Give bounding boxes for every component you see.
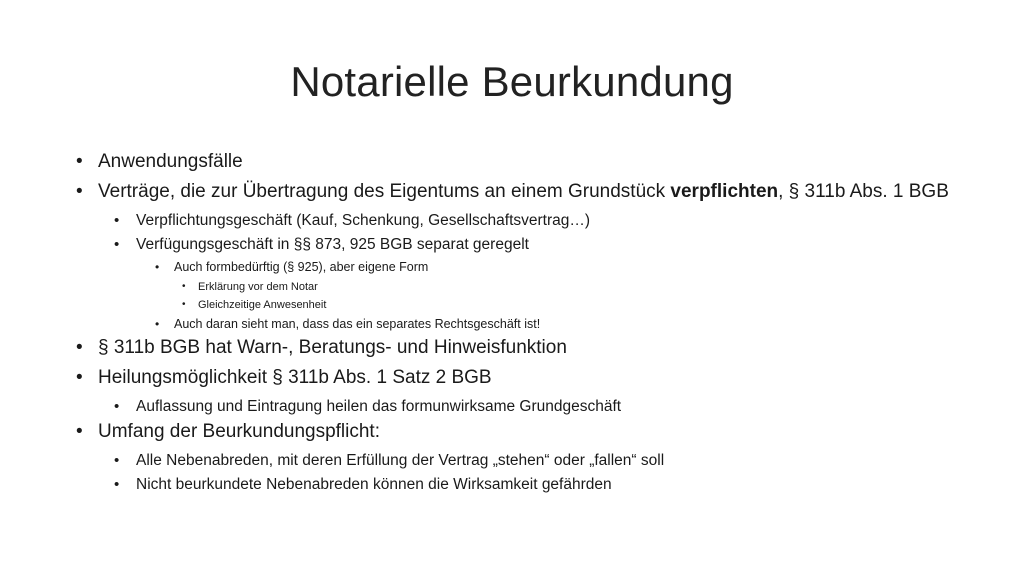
list-item [72,317,952,331]
bullet-text: Auflassung und Eintragung heilen das formunwirksame Grundgeschäft [136,398,622,415]
bullet-text: Verfügungsgeschäft in §§ 873, 925 BGB separat geregelt [136,236,529,253]
bullet-text: Nicht beurkundete Nebenabreden können die Wirksamkeit gefährden [136,476,612,493]
list-item [72,476,952,493]
list-item [72,398,952,415]
slide-title: Notarielle Beurkundung [290,58,734,105]
list-item [72,422,952,441]
bullet-icon: • [76,367,83,388]
bullet-text-part: Verträge, die zur Übertragung des Eigentums an einem Grundstück [98,181,671,202]
bullet-text: Gleichzeitige Anwesenheit [198,299,327,311]
bullet-text: Umfang der Beurkundungspflicht: [98,421,380,442]
list-item [72,368,952,387]
list-item [72,236,952,253]
list-item [72,260,952,274]
list-item [72,152,952,171]
bullet-icon: • [114,212,120,229]
bullet-list [72,152,952,500]
bullet-icon: • [114,236,120,253]
bullet-icon: • [114,476,120,493]
bullet-text [98,182,952,201]
bullet-text: Verpflichtungsgeschäft (Kauf, Schenkung, Gesellschaftsvertrag…) [136,212,591,229]
bullet-icon: • [182,281,186,292]
bullet-text: Erklärung vor dem Notar [198,281,318,293]
bullet-text: Anwendungsfälle [98,151,243,172]
list-item [72,182,952,201]
bullet-icon: • [76,151,83,172]
bullet-icon: • [114,452,120,469]
bullet-icon: • [76,181,83,202]
bullet-text-part: , § 311b Abs. 1 BGB [778,181,949,202]
bullet-icon: • [114,398,120,415]
list-item [72,338,952,357]
list-item [72,452,952,469]
bullet-text: Auch daran sieht man, dass das ein separates Rechtsgeschäft ist! [174,317,541,331]
emphasis-text: verpflichten [670,181,779,202]
bullet-icon: • [76,421,83,442]
bullet-text: § 311b BGB hat Warn-, Beratungs- und Hinweisfunktion [98,337,567,358]
bullet-text: Auch formbedürftig (§ 925), aber eigene Form [174,260,429,274]
list-item [72,281,952,293]
bullet-icon: • [155,317,160,331]
bullet-icon: • [155,260,160,274]
bullet-icon: • [182,299,186,310]
bullet-text: Heilungsmöglichkeit § 311b Abs. 1 Satz 2 BGB [98,367,492,388]
list-item [72,299,952,311]
bullet-text: Alle Nebenabreden, mit deren Erfüllung der Vertrag „stehen“ oder „fallen“ soll [136,452,665,469]
bullet-icon: • [76,337,83,358]
list-item [72,212,952,229]
